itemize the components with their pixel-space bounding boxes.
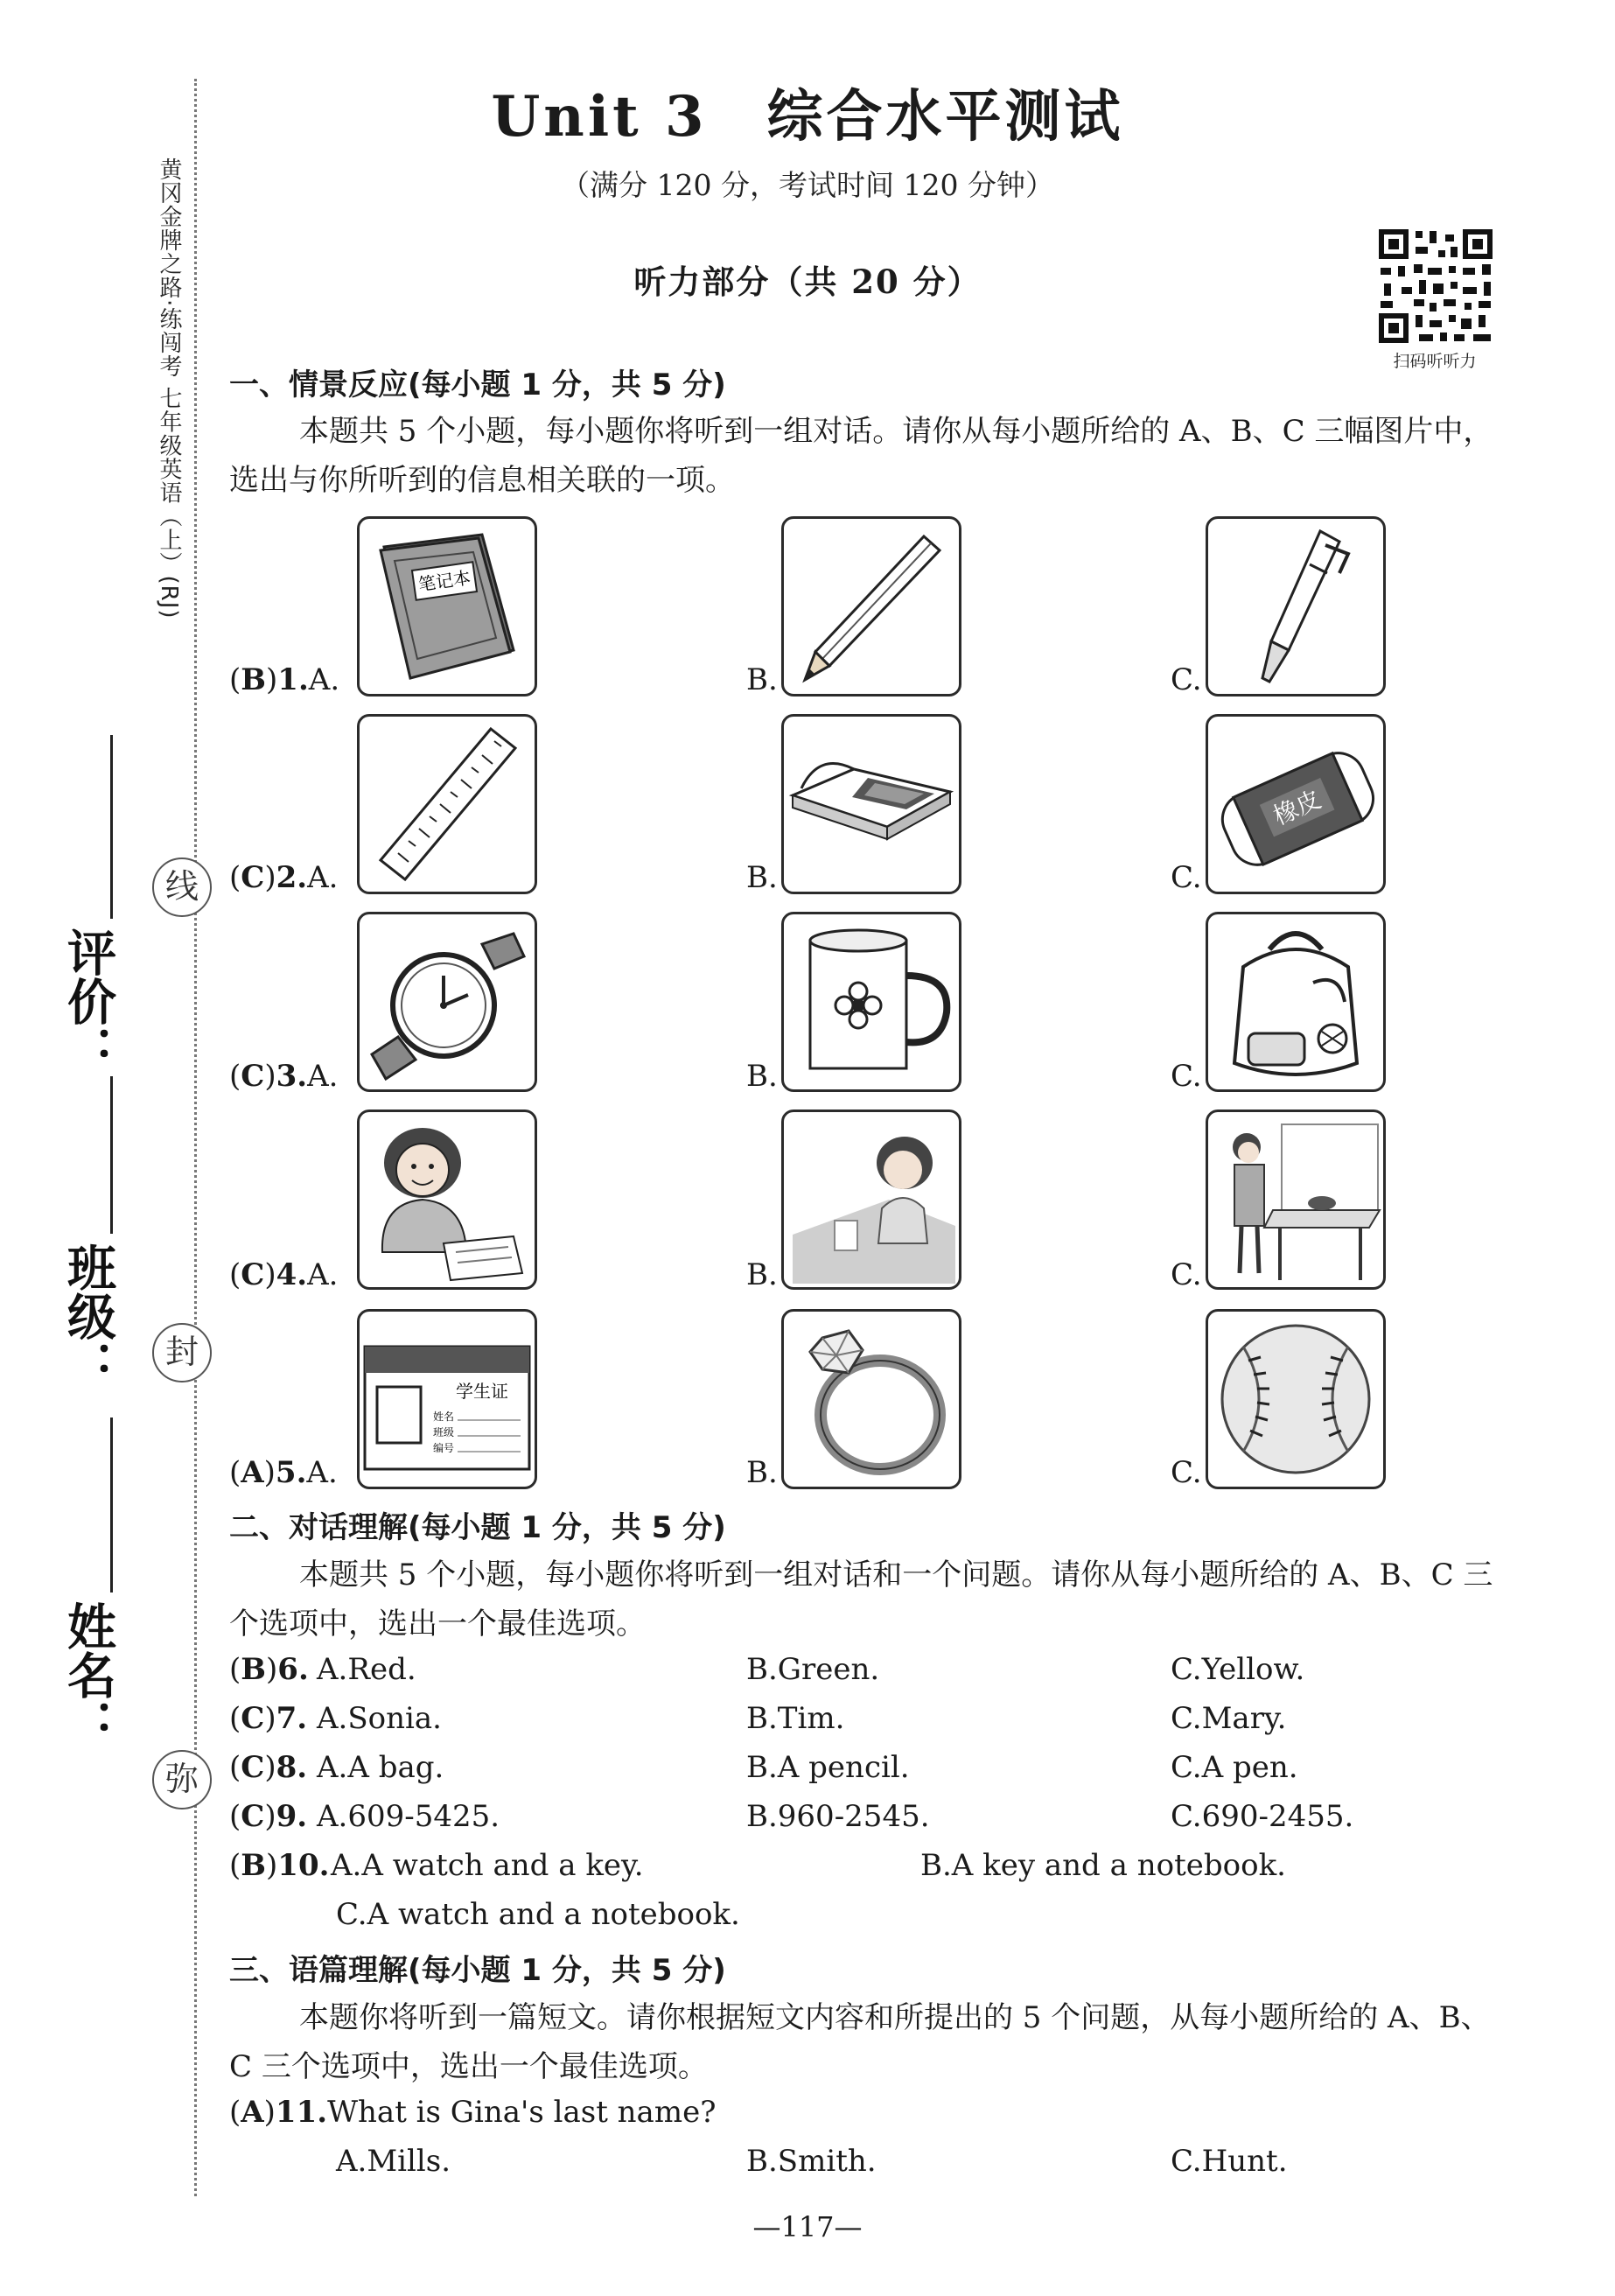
evaluation-field-line[interactable] <box>110 735 113 919</box>
pencil-icon <box>784 519 959 694</box>
q3-c-letter: C. <box>1171 1059 1202 1094</box>
svg-text:姓名: 姓名 <box>433 1410 455 1423</box>
svg-text:学生证: 学生证 <box>456 1381 508 1402</box>
q2-c-letter: C. <box>1171 860 1202 895</box>
q9-option-a[interactable]: A.609-5425. <box>317 1799 500 1834</box>
q4-option-a-girl-writing[interactable] <box>357 1110 537 1290</box>
q10-label: (B)10. <box>229 1848 330 1883</box>
q8-option-c[interactable]: C.A pen. <box>1171 1750 1298 1785</box>
q10-option-b[interactable]: B.A key and a notebook. <box>920 1848 1286 1883</box>
notebook-icon <box>360 519 535 694</box>
q4-label: (C)4.A. <box>229 1257 339 1292</box>
class-field-label: 班级： <box>59 1242 116 1390</box>
q6-option-b[interactable]: B.Green. <box>746 1652 880 1687</box>
qr-code-label: 扫码听听力 <box>1393 352 1477 371</box>
svg-text:编号: 编号 <box>433 1442 455 1454</box>
page-title: Unit 3 综合水平测试 <box>491 84 1124 150</box>
section1-instructions: 本题共 5 个小题，每小题你将听到一组对话。请你从每小题所给的 A、B、C 三幅图片中，选出与你所听到的信息相关联的一项。 <box>229 414 1493 498</box>
eraser-icon <box>1208 717 1383 892</box>
q5-b-letter: B. <box>746 1455 778 1490</box>
q10-option-c[interactable]: C.A watch and a notebook. <box>336 1897 740 1932</box>
q1-answer: B <box>241 662 267 697</box>
q9-option-c[interactable]: C.690-2455. <box>1171 1799 1354 1834</box>
q4-c-letter: C. <box>1171 1257 1202 1292</box>
book-icon <box>784 717 959 892</box>
q1-c-letter: C. <box>1171 662 1202 697</box>
pen-icon <box>1208 519 1383 694</box>
svg-text:笔记本: 笔记本 <box>416 566 472 596</box>
section3-heading: 三、语篇理解(每小题 1 分，共 5 分) <box>229 1953 726 1988</box>
q5-label: (A)5.A. <box>229 1455 338 1490</box>
q3-b-letter: B. <box>746 1059 778 1094</box>
q9-option-b[interactable]: B.960-2545. <box>746 1799 930 1834</box>
q8-label: (C)8. <box>229 1750 308 1785</box>
seal-feng: 封 <box>152 1323 212 1382</box>
q10-option-a[interactable]: A.A watch and a key. <box>331 1848 644 1883</box>
q5-option-a-id-card[interactable] <box>357 1309 537 1489</box>
section2-heading: 二、对话理解(每小题 1 分，共 5 分) <box>229 1510 726 1545</box>
q2-option-a-ruler[interactable] <box>357 714 537 894</box>
q3-option-b-mug[interactable] <box>781 912 961 1092</box>
seal-mi: 弥 <box>152 1750 212 1810</box>
q3-answer: C <box>241 1059 265 1094</box>
q1-option-c-pen[interactable] <box>1206 516 1386 696</box>
seal-xian: 线 <box>152 858 212 917</box>
ruler-icon <box>360 717 535 892</box>
svg-text:班级: 班级 <box>433 1426 455 1438</box>
q11-option-c[interactable]: C.Hunt. <box>1171 2144 1288 2179</box>
backpack-icon <box>1208 914 1383 1089</box>
q4-option-b-girl-at-desk[interactable] <box>781 1110 961 1290</box>
q1-option-b-pencil[interactable] <box>781 516 961 696</box>
q10-answer: B <box>241 1848 267 1883</box>
evaluation-field-label: 评价： <box>59 928 116 1074</box>
q6-label: (B)6. <box>229 1652 309 1687</box>
q5-option-b-ring[interactable] <box>781 1309 961 1489</box>
q6-option-c[interactable]: C.Yellow. <box>1171 1652 1305 1687</box>
q1-label: (B)1.A. <box>229 662 340 697</box>
ring-icon <box>784 1312 959 1487</box>
name-field-line[interactable] <box>110 1418 113 1592</box>
section3-instructions: 本题你将听到一篇短文。请你根据短文内容和所提出的 5 个问题，从每小题所给的 A、B、C 三个选项中，选出一个最佳选项。 <box>229 2000 1491 2084</box>
q2-answer: C <box>241 860 265 895</box>
mug-icon <box>784 914 959 1089</box>
q8-option-b[interactable]: B.A pencil. <box>746 1750 910 1785</box>
q6-answer: B <box>241 1652 267 1687</box>
q1-b-letter: B. <box>746 662 778 697</box>
q11-label: (A)11.What is Gina's last name? <box>229 2095 717 2130</box>
q2-option-c-eraser[interactable] <box>1206 714 1386 894</box>
q3-option-a-watch[interactable] <box>357 912 537 1092</box>
q11-option-b[interactable]: B.Smith. <box>746 2144 877 2179</box>
qr-code-icon[interactable] <box>1375 226 1496 346</box>
q7-option-c[interactable]: C.Mary. <box>1171 1701 1287 1736</box>
section1-heading: 一、情景反应(每小题 1 分，共 5 分) <box>229 368 726 402</box>
q6-option-a[interactable]: A.Red. <box>317 1652 416 1687</box>
q7-option-a[interactable]: A.Sonia. <box>317 1701 442 1736</box>
q9-label: (C)9. <box>229 1799 308 1834</box>
q4-b-letter: B. <box>746 1257 778 1292</box>
q5-option-c-baseball[interactable] <box>1206 1309 1386 1489</box>
q11-answer: A <box>241 2095 264 2130</box>
q3-label: (C)3.A. <box>229 1059 339 1094</box>
q1-option-a-notebook[interactable] <box>357 516 537 696</box>
class-field-line[interactable] <box>110 1076 113 1234</box>
q4-option-c-girl-on-phone[interactable] <box>1206 1110 1386 1290</box>
q5-answer: A <box>241 1455 264 1490</box>
book-series-label: 黄冈金牌之路·练闯考 七年级英语（上）(RJ) <box>156 158 182 620</box>
name-field-label: 姓名： <box>59 1601 116 1748</box>
page-number: —117— <box>752 2210 863 2244</box>
q8-answer: C <box>241 1750 265 1785</box>
q2-label: (C)2.A. <box>229 860 339 895</box>
q7-answer: C <box>241 1701 265 1736</box>
q11-question: What is Gina's last name? <box>327 2095 717 2130</box>
baseball-icon <box>1208 1312 1383 1487</box>
section2-instructions: 本题共 5 个小题，每小题你将听到一组对话和一个问题。请你从每小题所给的 A、B、C 三个选项中，选出一个最佳选项。 <box>229 1558 1493 1642</box>
listening-part-title: 听力部分（共 20 分） <box>633 262 982 301</box>
q7-label: (C)7. <box>229 1701 308 1736</box>
q2-option-b-book[interactable] <box>781 714 961 894</box>
page-subtitle: （满分 120 分，考试时间 120 分钟） <box>561 168 1054 202</box>
girl-at-desk-icon <box>784 1112 959 1287</box>
watch-icon <box>360 914 535 1089</box>
q2-b-letter: B. <box>746 860 778 895</box>
q11-option-a[interactable]: A.Mills. <box>336 2144 451 2179</box>
q7-option-b[interactable]: B.Tim. <box>746 1701 845 1736</box>
q8-option-a[interactable]: A.A bag. <box>317 1750 444 1785</box>
q4-answer: C <box>241 1257 265 1292</box>
q5-c-letter: C. <box>1171 1455 1202 1490</box>
id-card-icon <box>360 1312 535 1487</box>
binding-dotted-line <box>194 79 197 2196</box>
svg-text:橡皮: 橡皮 <box>1269 784 1326 831</box>
q9-answer: C <box>241 1799 265 1834</box>
q3-option-c-backpack[interactable] <box>1206 912 1386 1092</box>
girl-writing-icon <box>360 1112 535 1287</box>
girl-on-phone-icon <box>1208 1112 1383 1287</box>
